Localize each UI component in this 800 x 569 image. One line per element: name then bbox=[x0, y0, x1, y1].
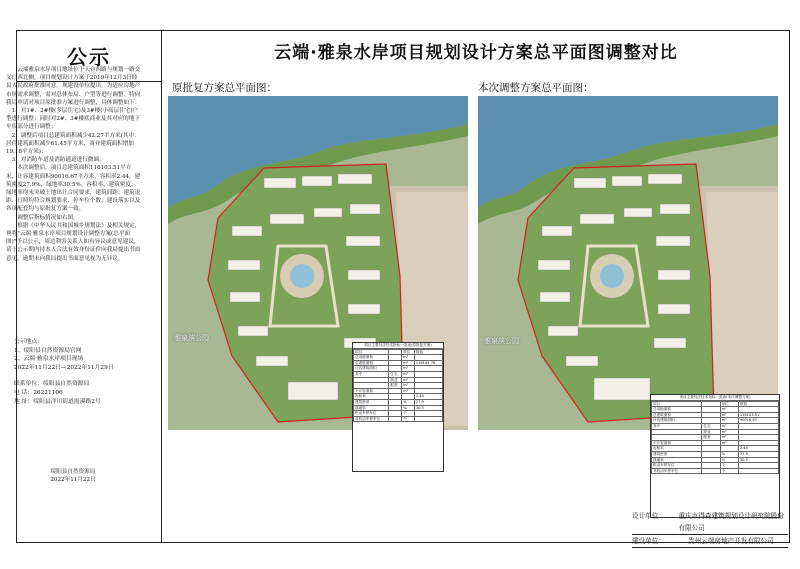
builder-name: 贵州云端房地产开发有限公司 bbox=[688, 537, 774, 545]
notice-paragraph: 云端雅泉水岸项目地址位于天台西路与规划一路交叉口西北侧，项目规划设计方案于2019年12月3日经县人民政府批准同意。现建设单位提出，为适应房地产市场需求调整，需对总体布局、户型等进行调整，特向我局申请对项目原批准方案进行调整，具体调整如下： bbox=[6, 67, 141, 106]
table-cell: m² bbox=[402, 355, 415, 361]
channels-heading: 公示地点： bbox=[14, 339, 43, 345]
table-cell: m² bbox=[720, 429, 738, 435]
table-cell bbox=[702, 468, 720, 474]
adjusted-site-plan-image bbox=[478, 96, 778, 430]
table-cell: 绿地率 bbox=[354, 405, 389, 411]
table-cell: 30.5 bbox=[738, 457, 778, 463]
table-cell: 配套 bbox=[389, 383, 402, 389]
table-cell: 其中 bbox=[652, 423, 702, 429]
table-cell: 非机动车停车位 bbox=[652, 468, 702, 474]
table-cell: 2.44 bbox=[414, 394, 442, 400]
table-cell: 住宅 bbox=[702, 423, 720, 429]
channel-item: 2、云端·雅泉水岸项目现场 bbox=[14, 356, 84, 363]
channel-item: 1、绥阳县自然资源局官网 bbox=[14, 347, 82, 354]
designer-row bbox=[632, 510, 788, 535]
table-cell bbox=[738, 468, 778, 474]
table-title: 项目主要经济技术指标一览表(原批复方案) bbox=[353, 343, 443, 349]
table-cell bbox=[414, 416, 442, 422]
notice-body bbox=[6, 66, 142, 263]
table-row bbox=[354, 416, 443, 422]
table-cell: 配套 bbox=[702, 435, 720, 441]
table-cell: 非机动车停车位 bbox=[354, 416, 389, 422]
table-cell: 2.44 bbox=[738, 446, 778, 452]
table-row bbox=[652, 468, 779, 474]
table-cell: 机动车停车位 bbox=[652, 463, 702, 469]
original-indicator-table bbox=[352, 342, 444, 472]
table-cell: 总建筑面积 bbox=[354, 360, 389, 366]
table-cell: 27.9 bbox=[414, 399, 442, 405]
contact-unit: 联系单位：绥阳县自然资源局 bbox=[14, 381, 90, 388]
table-title: 项目主要经济技术指标一览表(本次调整方案) bbox=[651, 395, 779, 401]
table-cell: 27.9 bbox=[738, 451, 778, 457]
table-cell: 数值 bbox=[738, 401, 778, 407]
table-cell: 116103.51 bbox=[738, 412, 778, 418]
table-cell: m² bbox=[402, 377, 415, 383]
notice-item-3: 3、对消防车道及消防通道进行微调。 bbox=[11, 157, 105, 164]
table-cell: 住宅 bbox=[389, 371, 402, 377]
table-cell: 不计容面积 bbox=[652, 440, 702, 446]
table-cell: m² bbox=[720, 412, 738, 418]
table-cell: m² bbox=[720, 435, 738, 441]
table-cell: 商业 bbox=[389, 377, 402, 383]
park-label: 雅泉滨公园 bbox=[174, 334, 209, 342]
table-cell: 116145.78 bbox=[414, 360, 442, 366]
adjusted-site-plan bbox=[478, 96, 778, 430]
table-cell: 建筑密度 bbox=[354, 399, 389, 405]
table-cell: 项目 bbox=[354, 349, 389, 355]
notice-item-1: 1、对1#、2#楼(多层住宅)及3#楼(小高层住宅)户型进行调整；同时对2#、3#楼底商业及其对应的地下车库部分进行调整； bbox=[6, 108, 140, 131]
table-cell: m² bbox=[720, 407, 738, 413]
table-cell: m² bbox=[402, 360, 415, 366]
builder-row bbox=[632, 535, 788, 548]
table-cell: m² bbox=[402, 388, 415, 394]
builder-label: 建设单位： bbox=[632, 537, 665, 545]
notice-title: 公示 bbox=[16, 30, 162, 82]
table-cell: 不计容面积 bbox=[354, 388, 389, 394]
table-cell: 建筑密度 bbox=[652, 451, 702, 457]
table-cell: 30.5 bbox=[414, 405, 442, 411]
notice-contact bbox=[14, 338, 142, 406]
page-title: 云端·雅泉水岸项目规划设计方案总平面图调整对比 bbox=[274, 43, 678, 63]
table-cell: 项目 bbox=[652, 401, 702, 407]
designer-label: 设计单位： bbox=[632, 512, 665, 520]
adjusted-indicator-table bbox=[650, 394, 780, 518]
table-cell: % bbox=[720, 451, 738, 457]
table-cell: 容积率 bbox=[354, 394, 389, 400]
signature-org: 绥阳县自然资源局 bbox=[50, 469, 96, 475]
table-cell: 计容建筑面积 bbox=[354, 366, 389, 372]
table-cell: m² bbox=[720, 423, 738, 429]
contact-address: 地 址：绥阳县洋川街道霞溪路2号 bbox=[14, 398, 101, 405]
table-cell: 个 bbox=[402, 416, 415, 422]
designer-name: 重庆市得森建筑规划设计研究院股份有限公司 bbox=[678, 512, 784, 532]
table-cell: 个 bbox=[720, 463, 738, 469]
table-cell: 90016.67 bbox=[738, 418, 778, 424]
table-cell: m² bbox=[402, 366, 415, 372]
table-cell: 总用地面积 bbox=[652, 407, 702, 413]
signature-date: 2022年11月22日 bbox=[50, 477, 96, 483]
contact-phone: 电 话：26221106 bbox=[14, 389, 63, 396]
table-cell: 个 bbox=[402, 411, 415, 417]
notice-signature bbox=[0, 468, 146, 484]
table-cell: 单位 bbox=[720, 401, 738, 407]
park-label: 雅泉滨公园 bbox=[484, 337, 519, 345]
table-cell bbox=[389, 416, 402, 422]
table-cell: 绿地率 bbox=[652, 457, 702, 463]
table-cell: m² bbox=[402, 383, 415, 389]
table-cell: % bbox=[720, 457, 738, 463]
table-cell: 商业 bbox=[702, 429, 720, 435]
notice-paragraph: 调整后指标情况如右图。 bbox=[17, 214, 79, 221]
notice-paragraph: 根据《中华人民共和国城乡规划法》及相关规定，现将"云端·雅泉水岸项目规划设计调整方案(总平面图)"予以公示，周边利害关系人如有异议或意见建议，请于公示期内持本人合法有效身份证件向我局提出书面意见，逾期未向我局提出书面意见视为无异议。 bbox=[6, 222, 141, 262]
table-cell: 容积率 bbox=[652, 446, 702, 452]
table-cell: 总用地面积 bbox=[354, 355, 389, 361]
table-cell: m² bbox=[720, 418, 738, 424]
table-cell: 计容建筑面积 bbox=[652, 418, 702, 424]
table-cell: 单位 bbox=[402, 349, 415, 355]
table-cell: 总建筑面积 bbox=[652, 412, 702, 418]
notice-item-2: 2、调整后项目总建筑面积减少42.27平方米(其中：居住建筑面积减少61.45平方米，商业建筑面积增加19.18平方米)； bbox=[6, 132, 140, 156]
table-cell: 其中 bbox=[354, 371, 389, 377]
table-cell: 个 bbox=[720, 468, 738, 474]
table-cell: 机动车停车位 bbox=[354, 411, 389, 417]
left-plan-caption: 原批复方案总平面图： bbox=[172, 82, 277, 94]
table-cell: m² bbox=[720, 440, 738, 446]
table-cell: % bbox=[402, 405, 415, 411]
table-cell: 数值 bbox=[414, 349, 442, 355]
notice-paragraph: 本次调整后，项目总建筑面积116103.51平方米，计容建筑面积90016.67平方米，容积率2.44，建筑密度27.9%，绿地率30.5%。容积率、建筑密度、绿地率均未突破土地出让合同要求，建筑间距、建筑退距、日照均符合规划要求，停车位个数、建设落实以及各项配套均与原批复方案一致。 bbox=[6, 165, 141, 213]
right-plan-caption: 本次调整方案总平面图： bbox=[478, 82, 594, 94]
notice-period: 2022年11月22日—2022年11月29日 bbox=[14, 364, 114, 371]
design-units bbox=[632, 510, 788, 548]
table-cell: % bbox=[402, 399, 415, 405]
table-cell: m² bbox=[402, 371, 415, 377]
